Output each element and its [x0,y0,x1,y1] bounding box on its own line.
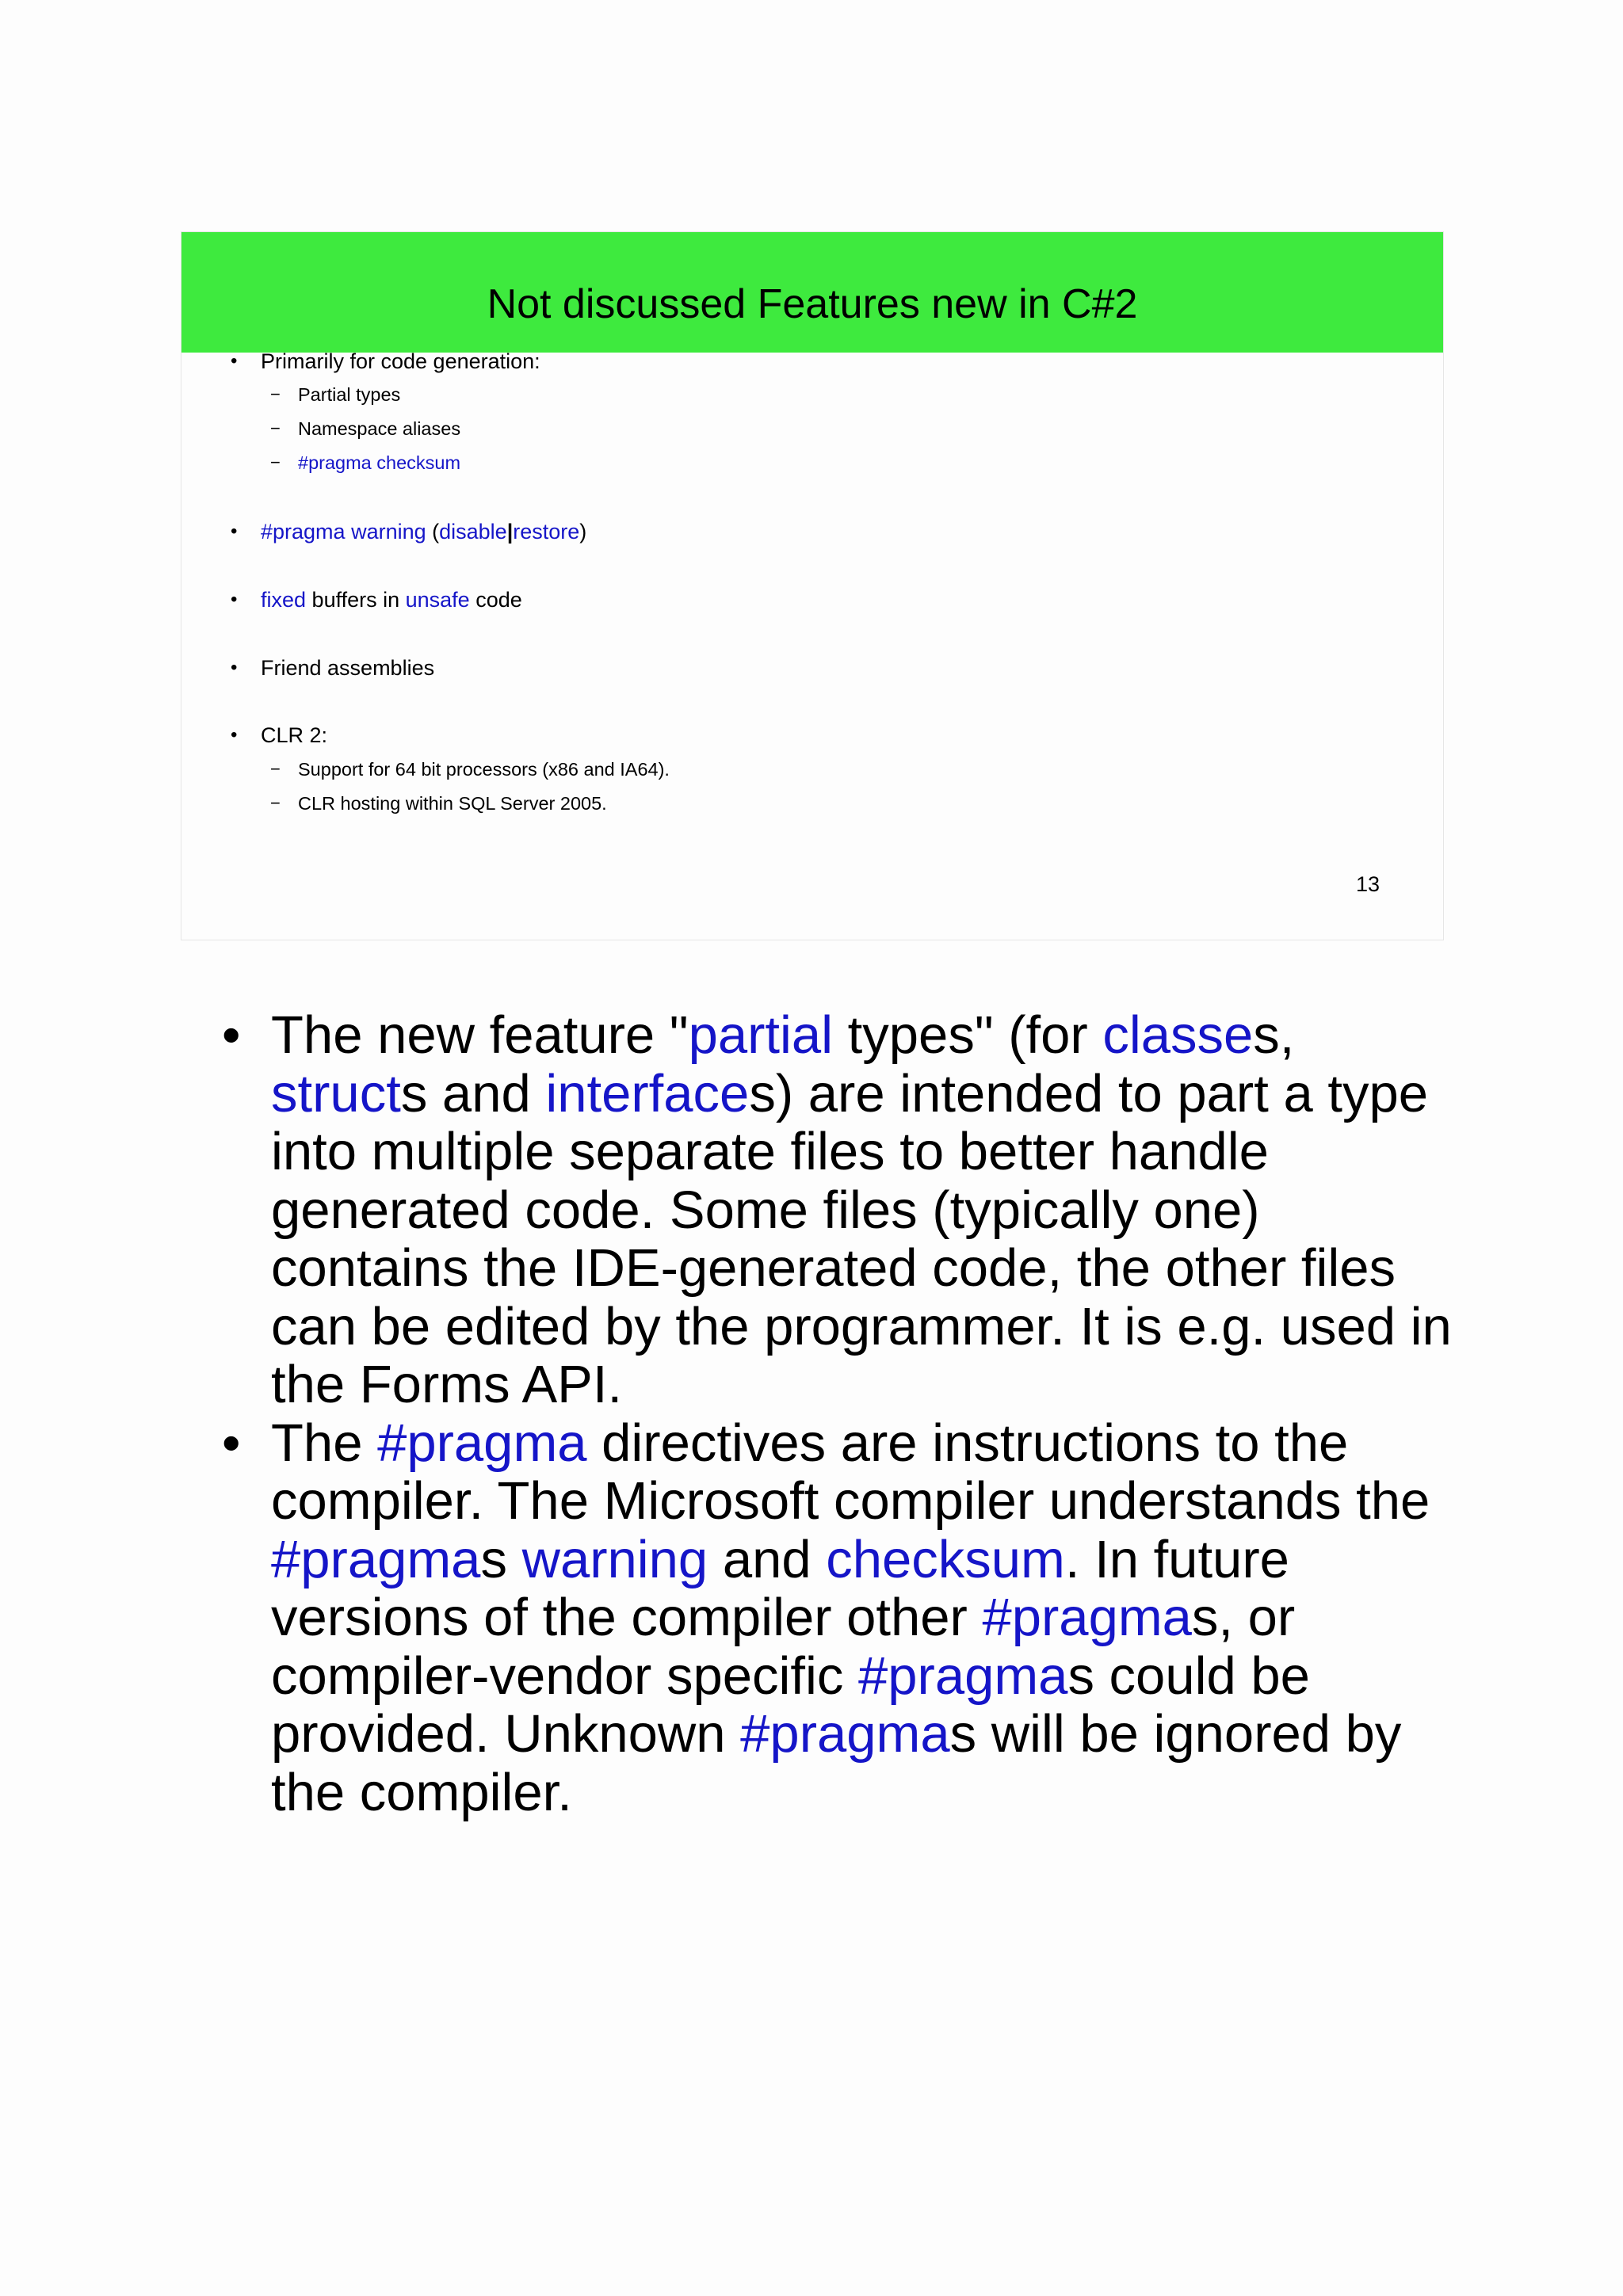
text: s and [400,1063,546,1123]
bullet-clr2: CLR 2: [261,723,328,747]
text: s could be provided. Unknown [271,1646,1310,1764]
dash-marker: − [270,452,281,472]
keyword: #pragma [982,1588,1192,1647]
bullet-dot: • [222,1413,241,1473]
text: The [271,1413,378,1473]
text: types" (for [833,1005,1103,1065]
sub-sql-hosting: CLR hosting within SQL Server 2005. [298,793,607,814]
notes-list [222,1006,1458,1821]
bullet-dot: • [231,657,238,678]
text: ) [579,520,587,543]
keyword: disable [439,520,507,543]
bullet-dot: • [222,1005,241,1065]
keyword: fixed [261,588,307,612]
text: s [480,1529,522,1589]
text: The new feature " [271,1005,689,1065]
keyword: checksum [826,1529,1065,1589]
bullet-friend-assemblies: Friend assemblies [261,656,435,680]
bullet-dot: • [231,350,238,372]
text: s will be ignored by the compiler. [271,1704,1402,1822]
keyword: struct [271,1063,401,1123]
text: . In future versions of the compiler other [271,1529,1289,1647]
keyword: #pragma warning [261,520,426,543]
text: and [708,1529,827,1589]
keyword: #pragma [271,1529,481,1589]
bullet-dot: • [231,724,238,746]
bullet-dot: • [231,521,238,542]
text: s) are intended to part a type into multiple separate files to better handle generated code. Some files (typically one) contains the IDE-generated code, the other files can be edited by the programmer. It is e.g. used in the Forms API. [271,1063,1452,1414]
keyword: unsafe [405,588,470,612]
sub-pragma-checksum: #pragma checksum [298,452,461,473]
text: code [469,588,522,612]
sub-partial-types: Partial types [298,384,401,405]
bullet-code-generation: Primarily for code generation: [261,349,540,373]
keyword: restore [513,520,580,543]
dash-marker: − [270,793,281,813]
dash-marker: − [270,418,281,438]
text: ( [426,520,440,543]
keyword: partial [688,1005,834,1065]
text: s, or compiler-vendor specific [271,1588,1296,1706]
text: buffers in [306,588,406,612]
dash-marker: − [270,384,281,404]
keyword: #pragma [377,1413,587,1473]
sub-namespace-aliases: Namespace aliases [298,418,461,439]
keyword: #pragma [858,1646,1068,1706]
keyword: #pragma [740,1704,950,1764]
text: directives are instructions to the compiler. The Microsoft compiler understands the [271,1413,1430,1531]
bullet-dot: • [231,589,238,610]
slide-title: Not discussed Features new in C#2 [487,281,1138,327]
bullet-fixed-buffers [261,586,522,613]
page-number: 13 [1355,872,1380,896]
slide [181,231,1444,940]
dash-marker: − [270,759,281,779]
text: s, [1253,1005,1295,1065]
note-pragma-directives [222,1414,1458,1822]
slide-header [181,232,1443,353]
bullet-pragma-warning [261,518,586,545]
text: | [506,520,514,543]
keyword: classe [1102,1005,1254,1065]
keyword: interface [545,1063,750,1123]
keyword: warning [521,1529,708,1589]
sub-64bit: Support for 64 bit processors (x86 and IA64). [298,759,670,780]
note-partial-types [222,1006,1458,1414]
